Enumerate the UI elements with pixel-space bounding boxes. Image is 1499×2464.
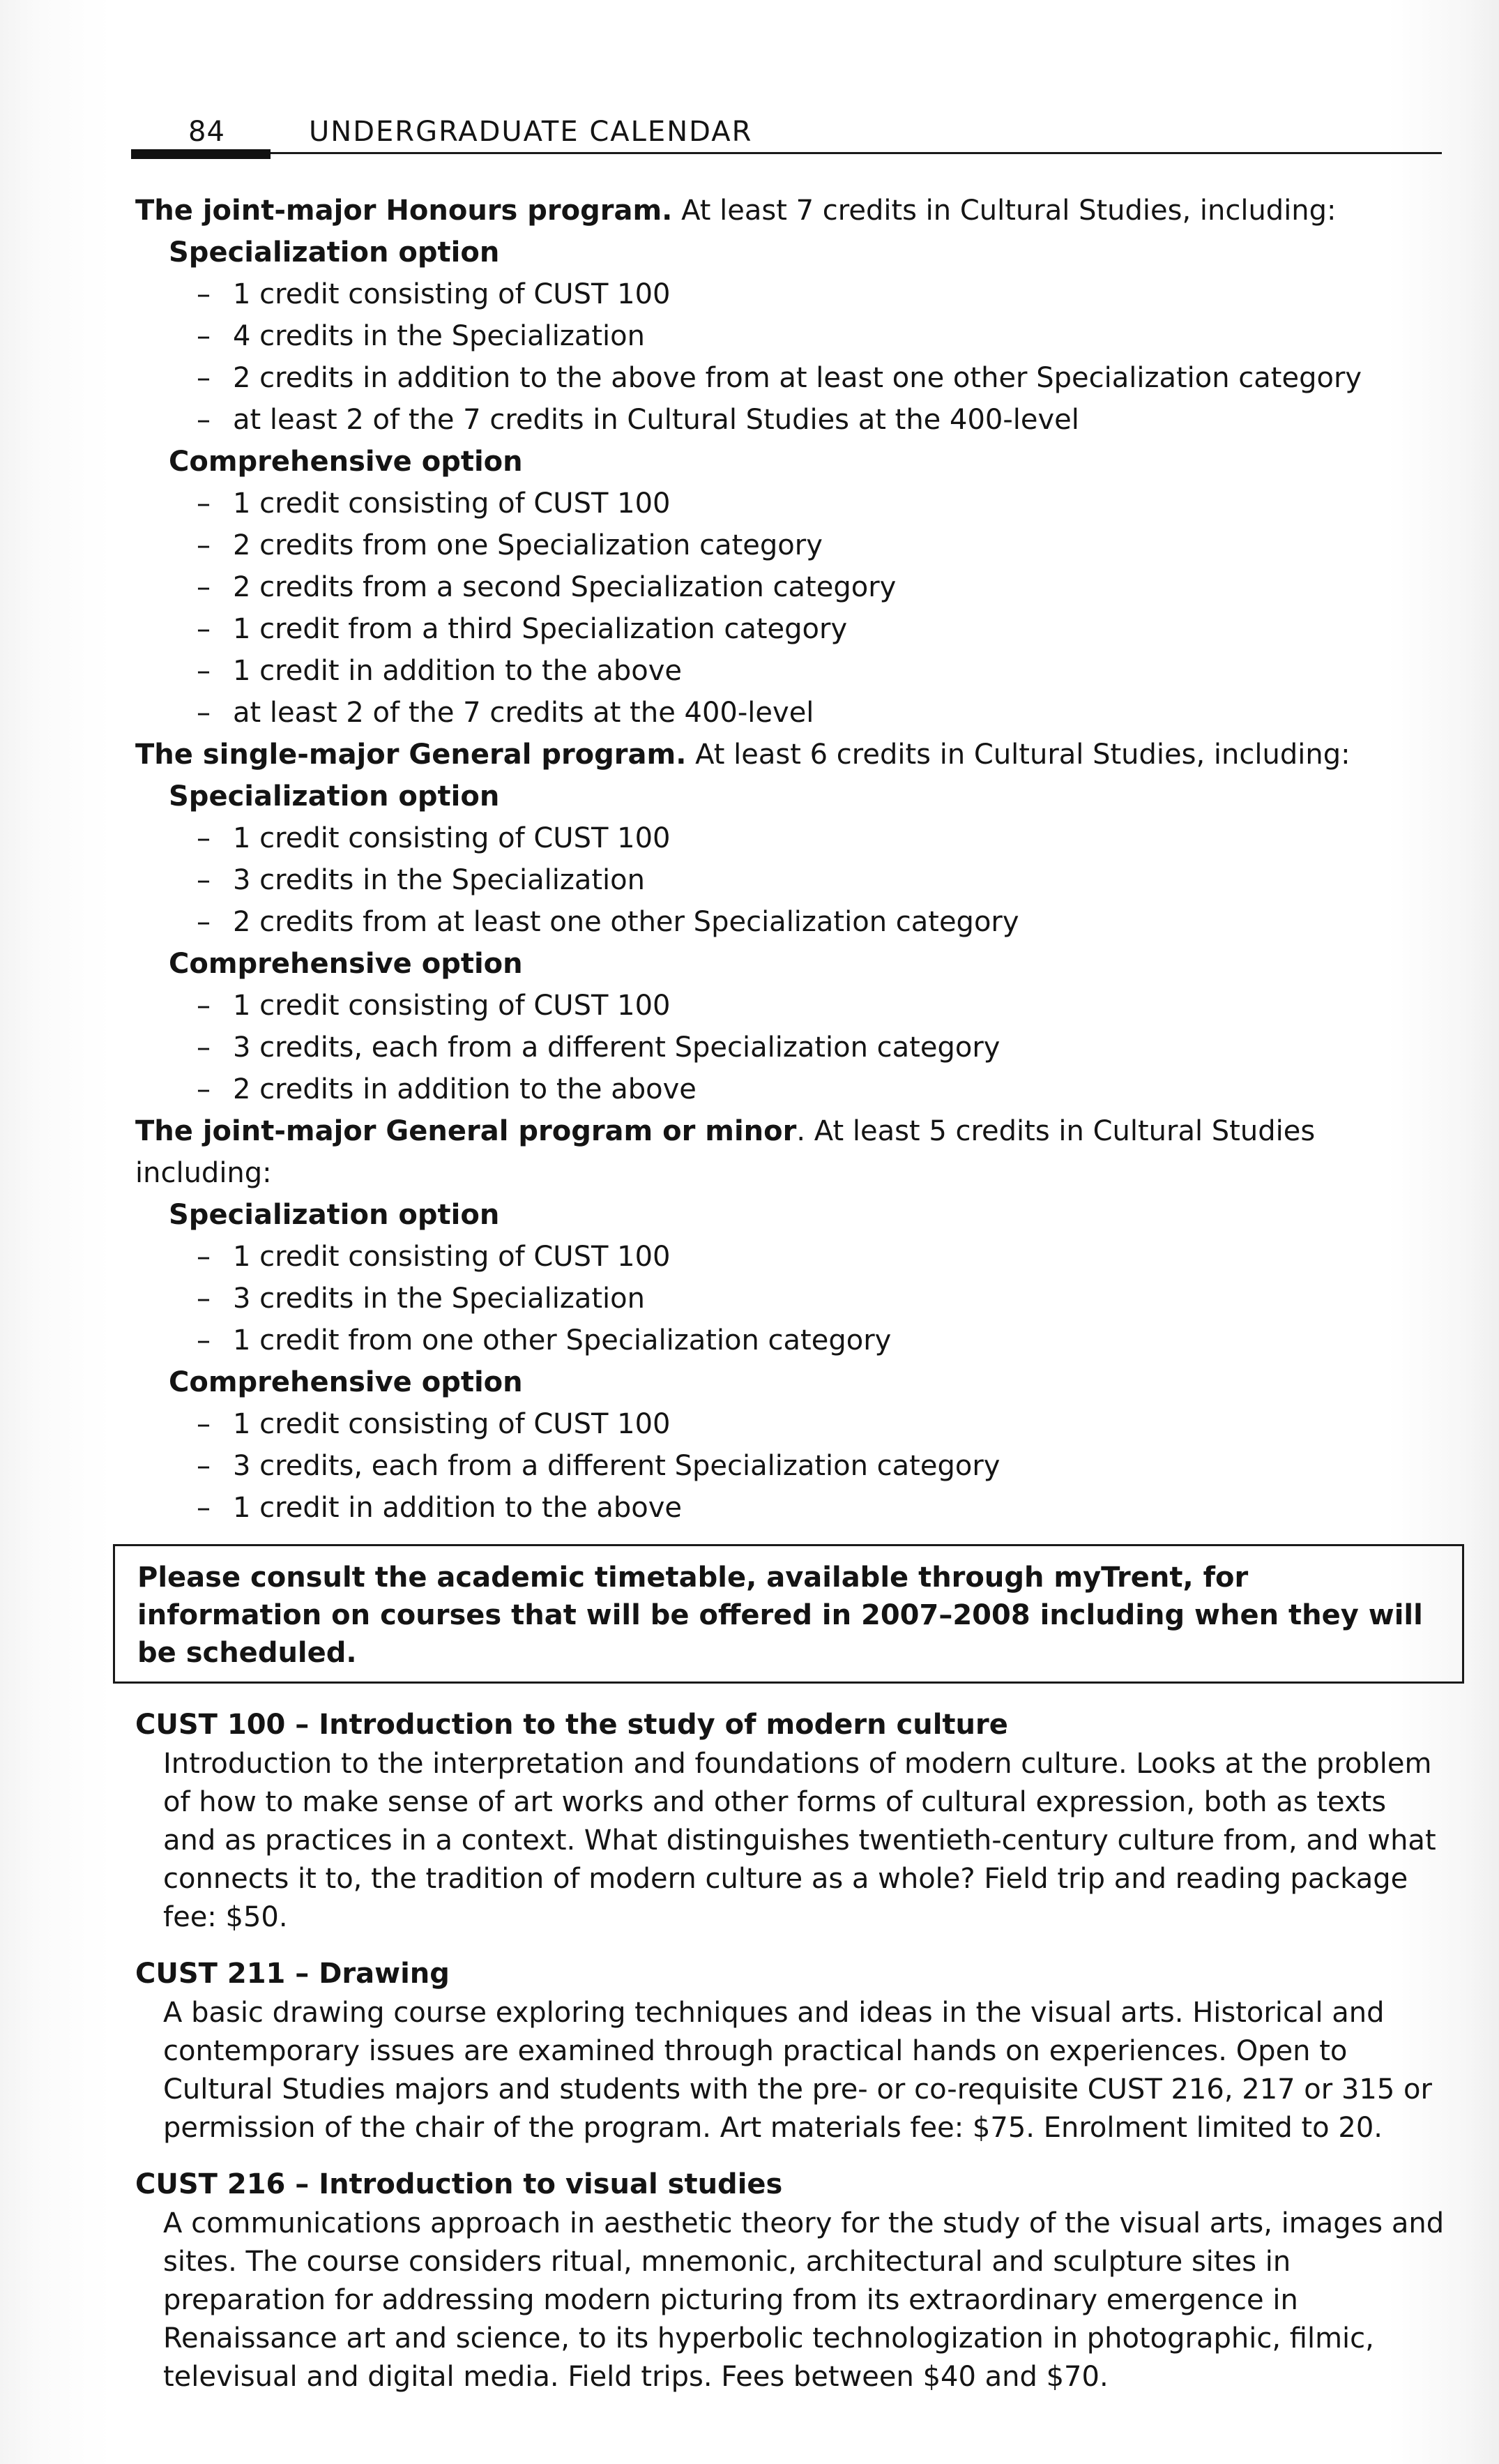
dash-mark: –: [197, 655, 211, 687]
requirement-item: [197, 273, 1446, 315]
requirement-item: [197, 524, 1446, 566]
running-title: UNDERGRADUATE CALENDAR: [309, 116, 753, 148]
requirement-item: [197, 1278, 1446, 1320]
requirement-item: [197, 692, 1446, 734]
dash-mark: –: [197, 487, 211, 520]
requirement-text: 3 credits, each from a different Specialization category: [233, 1450, 1000, 1482]
requirement-item: [197, 1236, 1446, 1278]
dash-mark: –: [197, 613, 211, 645]
option-heading: Comprehensive option: [169, 446, 523, 478]
requirement-text: at least 2 of the 7 credits in Cultural Studies at the 400-level: [233, 404, 1079, 436]
course-title: CUST 216 – Introduction to visual studies: [135, 2168, 783, 2200]
option-heading: Specialization option: [169, 780, 500, 812]
requirement-item: [197, 608, 1446, 650]
requirement-text: 1 credit consisting of CUST 100: [233, 822, 671, 854]
program-requirements: [135, 190, 1446, 1529]
requirement-list: [135, 1403, 1446, 1529]
requirement-item: [197, 357, 1446, 399]
requirement-text: 2 credits in addition to the above: [233, 1073, 697, 1105]
requirement-item: [197, 566, 1446, 608]
requirement-item: [197, 315, 1446, 357]
requirement-text: 1 credit consisting of CUST 100: [233, 278, 671, 310]
program-heading: [135, 1110, 1446, 1194]
program-heading: [135, 190, 1446, 232]
requirement-item: [197, 399, 1446, 441]
requirement-text: 3 credits in the Specialization: [233, 1283, 645, 1315]
requirement-list: [135, 483, 1446, 734]
requirement-item: [197, 1403, 1446, 1445]
requirement-item: [197, 1487, 1446, 1529]
dash-mark: –: [197, 1324, 211, 1356]
requirement-item: [197, 1068, 1446, 1110]
requirement-text: 1 credit from one other Specialization category: [233, 1324, 892, 1356]
course-descriptions: [135, 1705, 1446, 2396]
program-intro: At least 7 credits in Cultural Studies, including:: [672, 195, 1337, 227]
requirement-text: 3 credits, each from a different Specialization category: [233, 1031, 1000, 1064]
dash-mark: –: [197, 1283, 211, 1315]
dash-mark: –: [197, 1073, 211, 1105]
dash-mark: –: [197, 362, 211, 394]
requirement-text: 1 credit from a third Specialization category: [233, 613, 848, 645]
course-entry: [135, 2164, 1446, 2396]
dash-mark: –: [197, 1450, 211, 1482]
timetable-notice: Please consult the academic timetable, available through myTrent, for information on courses that will be offered in 2007–2008 including when they will be scheduled.: [113, 1544, 1464, 1684]
dash-mark: –: [197, 864, 211, 896]
requirement-item: [197, 1445, 1446, 1487]
course-description: A communications approach in aesthetic theory for the study of the visual arts, images and sites. The course considers ritual, mnemonic, architectural and sculpture sites in preparation for addressing modern picturing from its extraordinary emergence in Renaissance art and science, to its hyperbolic technologization in photographic, filmic, televisual and digital media. Field trips. Fees between $40 and $70.: [163, 2207, 1445, 2393]
dash-mark: –: [197, 990, 211, 1022]
requirement-item: [197, 1027, 1446, 1068]
course-description: A basic drawing course exploring techniques and ideas in the visual arts. Historical and contemporary issues are examined through practical hands on experiences. Open to Cultural Studies majors and students with the pre- or co-requisite CUST 216, 217 or 315 or permission of the chair of the program. Art materials fee: $75. Enrolment limited to 20.: [163, 1997, 1432, 2144]
requirement-text: 1 credit consisting of CUST 100: [233, 1408, 671, 1440]
page-header: [131, 112, 1442, 156]
option-heading: Comprehensive option: [169, 948, 523, 980]
option-heading: Specialization option: [169, 236, 500, 269]
dash-mark: –: [197, 1241, 211, 1273]
requirement-item: [197, 650, 1446, 692]
dash-mark: –: [197, 906, 211, 938]
requirement-item: [197, 985, 1446, 1027]
requirement-item: [197, 483, 1446, 524]
header-rule: [131, 152, 1442, 154]
program-heading: [135, 734, 1446, 776]
requirement-text: 2 credits from a second Specialization category: [233, 571, 897, 603]
requirement-list: [135, 817, 1446, 943]
requirement-text: 2 credits from one Specialization category: [233, 529, 823, 561]
dash-mark: –: [197, 1031, 211, 1064]
course-entry: [135, 1705, 1446, 1937]
course-description: Introduction to the interpretation and foundations of modern culture. Looks at the problem of how to make sense of art works and other forms of cultural expression, both as texts and as practices in a context. What distinguishes twentieth-century culture from, and what connects it to, the tradition of modern culture as a whole? Field trip and reading package fee: $50.: [163, 1748, 1436, 1933]
requirement-text: 1 credit in addition to the above: [233, 655, 683, 687]
requirement-list: [135, 1236, 1446, 1361]
requirement-item: [197, 859, 1446, 901]
header-rule-accent: [131, 149, 271, 159]
program-intro: . At least 5 credits in Cultural Studies including:: [135, 1115, 1316, 1189]
requirement-text: 1 credit consisting of CUST 100: [233, 990, 671, 1022]
dash-mark: –: [197, 320, 211, 352]
page-content: [135, 190, 1446, 2396]
program-title: The single-major General program.: [135, 739, 687, 771]
requirement-item: [197, 901, 1446, 943]
page-number: 84: [188, 116, 225, 148]
dash-mark: –: [197, 1408, 211, 1440]
dash-mark: –: [197, 1492, 211, 1524]
option-heading: Comprehensive option: [169, 1366, 523, 1398]
option-heading: Specialization option: [169, 1199, 500, 1231]
requirement-text: 3 credits in the Specialization: [233, 864, 645, 896]
requirement-text: 1 credit consisting of CUST 100: [233, 1241, 671, 1273]
requirement-list: [135, 985, 1446, 1110]
requirement-list: [135, 273, 1446, 441]
dash-mark: –: [197, 822, 211, 854]
requirement-text: at least 2 of the 7 credits at the 400-level: [233, 697, 814, 729]
course-title: CUST 100 – Introduction to the study of modern culture: [135, 1709, 1008, 1741]
dash-mark: –: [197, 571, 211, 603]
requirement-text: 1 credit in addition to the above: [233, 1492, 683, 1524]
requirement-item: [197, 817, 1446, 859]
dash-mark: –: [197, 278, 211, 310]
program-title: The joint-major Honours program.: [135, 195, 673, 227]
course-entry: [135, 1953, 1446, 2147]
dash-mark: –: [197, 697, 211, 729]
program-intro: At least 6 credits in Cultural Studies, including:: [686, 739, 1350, 771]
requirement-text: 1 credit consisting of CUST 100: [233, 487, 671, 520]
dash-mark: –: [197, 404, 211, 436]
requirement-text: 4 credits in the Specialization: [233, 320, 645, 352]
dash-mark: –: [197, 529, 211, 561]
requirement-item: [197, 1320, 1446, 1361]
requirement-text: 2 credits from at least one other Specialization category: [233, 906, 1019, 938]
requirement-text: 2 credits in addition to the above from at least one other Specialization category: [233, 362, 1362, 394]
course-title: CUST 211 – Drawing: [135, 1958, 450, 1990]
program-title: The joint-major General program or minor: [135, 1115, 797, 1147]
